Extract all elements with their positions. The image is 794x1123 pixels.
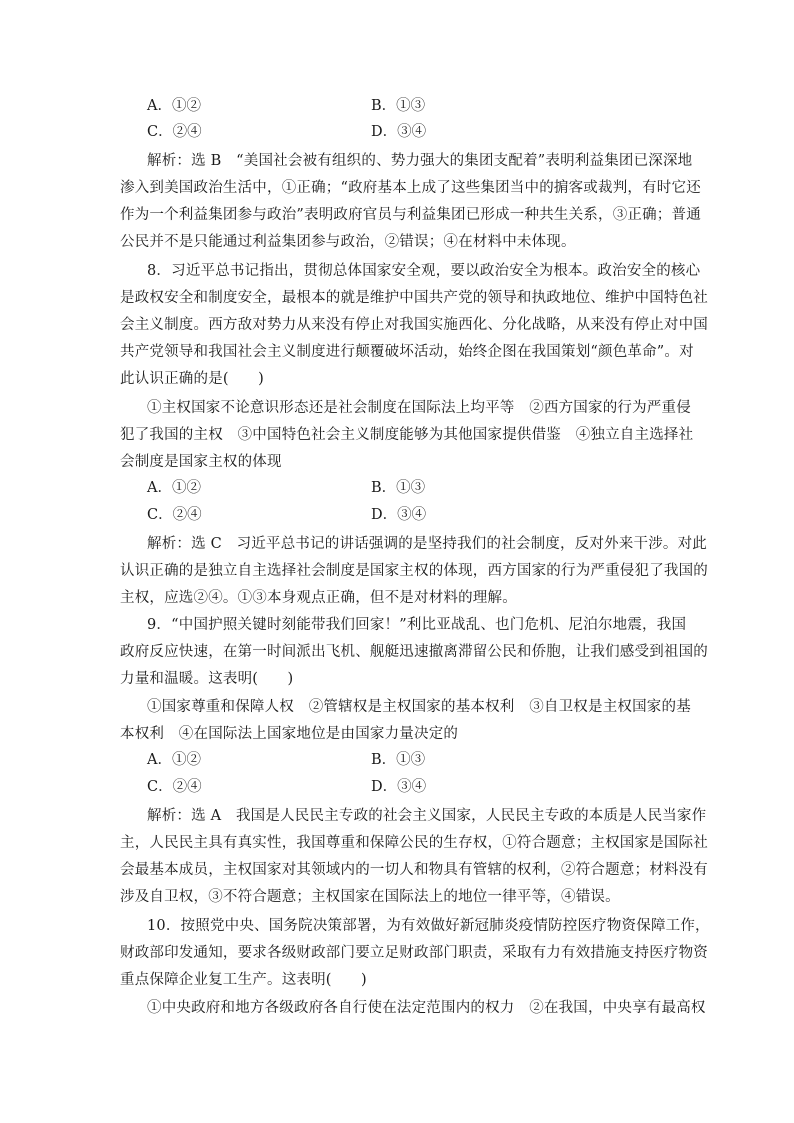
q9-stem-line: 力量和温暖。这表明( ) (120, 671, 294, 687)
q8-stem-line: 共产党领导和我国社会主义制度进行颠覆破坏活动，始终企图在我国策划“颜色革命”。对 (120, 344, 694, 360)
q9-option-c: C．②④ (147, 779, 202, 795)
q9-analysis-line: 涉及自卫权，③不符合题意；主权国家在国际法上的地位一律平等，④错误。 (120, 889, 620, 905)
q8-option-c: C．②④ (147, 507, 202, 523)
q7-analysis-line: 解析：选 B “美国社会被有组织的、势力强大的集团支配着”表明利益集团已深深地 (147, 153, 693, 169)
q7-option-b: B．①③ (371, 98, 426, 114)
q8-analysis-line: 主权，应选②④。①③本身观点正确，但不是对材料的理解。 (120, 590, 517, 606)
q9-statement-line: 本权利 ④在国际法上国家地位是由国家力量决定的 (120, 726, 459, 742)
q9-option-a: A．①② (147, 752, 201, 768)
q9-analysis-line: 主，人民民主具有真实性，我国尊重和保障公民的生存权，①符合题意；主权国家是国际社 (120, 835, 708, 851)
q9-analysis-line: 解析：选 A 我国是人民民主专政的社会主义国家，人民民主专政的本质是人民当家作 (147, 808, 707, 824)
q8-stem-line: 此认识正确的是( ) (120, 371, 265, 387)
q9-option-b: B．①③ (371, 752, 426, 768)
q9-stem-line: 政府反应快速，在第一时间派出飞机、舰艇迅速撤离滞留公民和侨胞，让我们感受到祖国的 (120, 644, 708, 660)
q8-stem-line: 8．习近平总书记指出，贯彻总体国家安全观，要以政治安全为根本。政治安全的核心 (147, 263, 701, 279)
q10-stem-line: 财政部印发通知，要求各级财政部门要立足财政部门职责，采取有力有效措施支持医疗物资 (120, 945, 708, 961)
q8-statement-line: ①主权国家不论意识形态还是社会制度在国际法上均平等 ②西方国家的行为严重侵 (147, 400, 691, 416)
q9-stem-line: 9．“中国护照关键时刻能带我们回家！”利比亚战乱、也门危机、尼泊尔地震，我国 (147, 617, 687, 633)
q8-analysis-line: 认识正确的是独立自主选择社会制度是国家主权的体现，西方国家的行为严重侵犯了我国的 (120, 563, 708, 579)
q10-stem-line: 重点保障企业复工生产。这表明( ) (120, 972, 367, 988)
q7-analysis-line: 渗入到美国政治生活中，①正确；“政府基本上成了这些集团当中的掮客或裁判，有时它还 (120, 180, 701, 196)
q8-option-a: A．①② (147, 480, 201, 496)
q9-analysis-line: 会最基本成员，主权国家对其领域内的一切人和物具有管辖的权利，②符合题意；材料没有 (120, 862, 708, 878)
q8-statement-line: 会制度是国家主权的体现 (120, 454, 282, 470)
q8-option-d: D．③④ (371, 507, 427, 523)
q8-option-b: B．①③ (371, 480, 426, 496)
q7-option-a: A．①② (147, 98, 201, 114)
q7-option-d: D．③④ (371, 124, 427, 140)
q8-statement-line: 犯了我国的主权 ③中国特色社会主义制度能够为其他国家提供借鉴 ④独立自主选择社 (120, 427, 694, 443)
q10-stem-line: 10．按照党中央、国务院决策部署，为有效做好新冠肺炎疫情防控医疗物资保障工作， (147, 918, 710, 934)
q7-analysis-line: 公民并不是只能通过利益集团参与政治，②错误；④在材料中未体现。 (120, 234, 576, 250)
q8-stem-line: 会主义制度。西方敌对势力从来没有停止对我国实施西化、分化战略，从来没有停止对中国 (120, 317, 708, 333)
q8-stem-line: 是政权安全和制度安全，最根本的就是维护中国共产党的领导和执政地位、维护中国特色社 (120, 290, 708, 306)
q7-analysis-line: 作为一个利益集团参与政治”表明政府官员与利益集团已形成一种共生关系，③正确；普通 (120, 207, 701, 223)
q7-option-c: C．②④ (147, 124, 202, 140)
q9-option-d: D．③④ (371, 779, 427, 795)
q9-statement-line: ①国家尊重和保障人权 ②管辖权是主权国家的基本权利 ③自卫权是主权国家的基 (147, 699, 691, 715)
q10-statement-line: ①中央政府和地方各级政府各自行使在法定范围内的权力 ②在我国，中央享有最高权 (147, 1000, 706, 1016)
q8-analysis-line: 解析：选 C 习近平总书记的讲话强调的是坚持我们的社会制度，反对外来干涉。对此 (147, 536, 708, 552)
